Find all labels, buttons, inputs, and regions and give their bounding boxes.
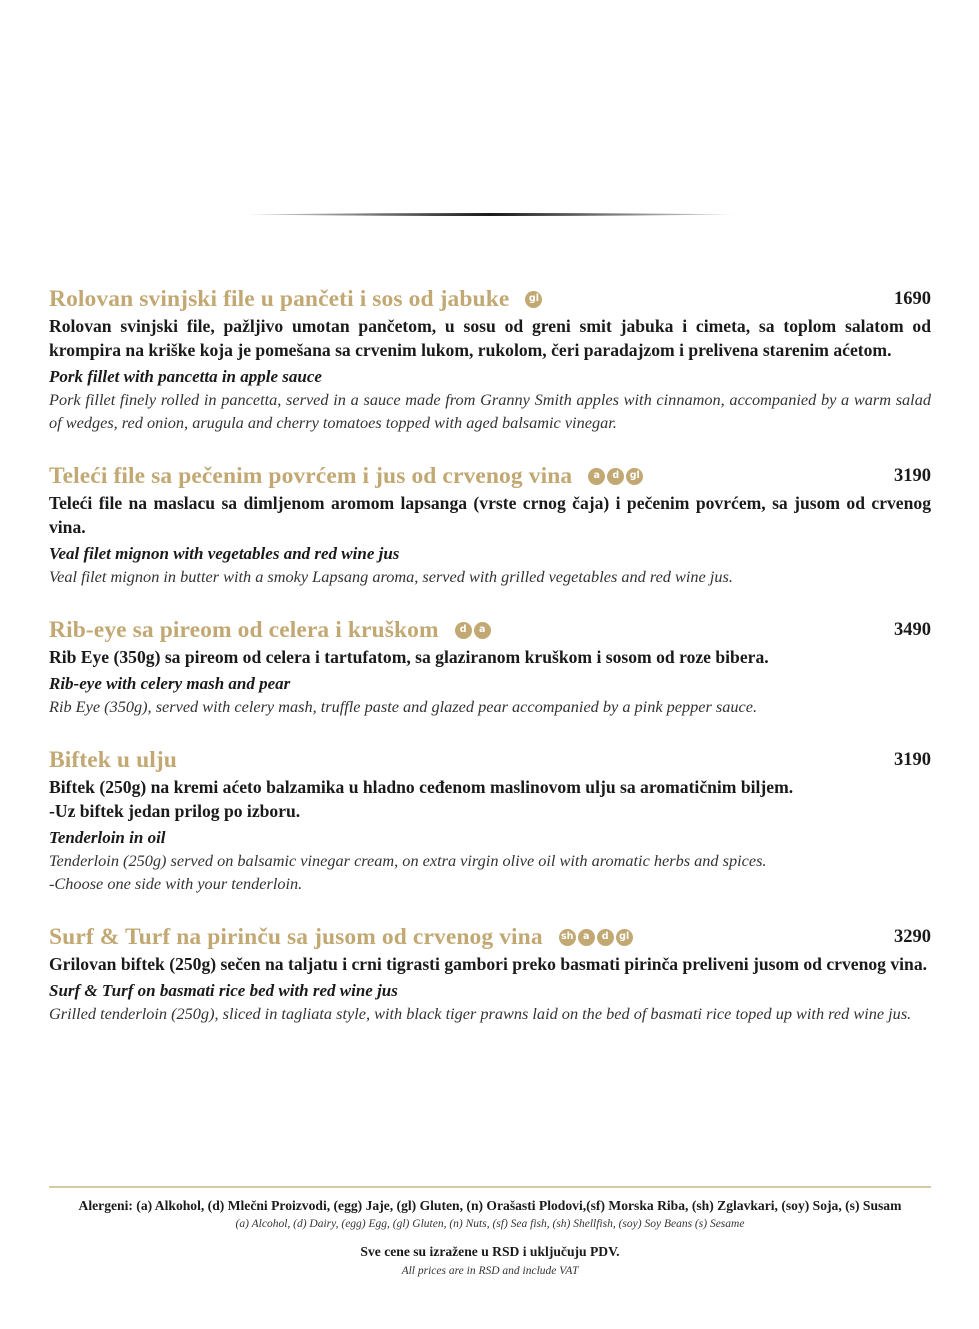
dish-description-sr: [49, 775, 931, 823]
dish-description-sr: [49, 645, 931, 669]
menu-item: [49, 615, 931, 718]
allergen-badge-icon: d: [455, 622, 472, 639]
description-line: -Uz biftek jedan prilog po izboru.: [49, 801, 301, 821]
menu-item-header: [49, 615, 931, 645]
dish-title: Biftek u ulju: [49, 746, 177, 773]
dish-description-sr: [49, 952, 931, 976]
dish-description-sr: [49, 314, 931, 362]
description-line: Rolovan svinjski file, pažljivo umotan pančetom, u sosu od greni smit jabuka i cimeta, sa toplom salatom od krompira na kriške koja je pomešana sa crvenim lukom, rukolom, čeri paradajzom i prelivena starenim aćetom.: [49, 316, 931, 360]
description-line: Rib Eye (350g) sa pireom od celera i tartufatom, sa glaziranom kruškom i sosom od roze bibera.: [49, 647, 769, 667]
description-line: Pork fillet finely rolled in pancetta, served in a sauce made from Granny Smith apples with cinnamon, accompanied by a warm salad of wedges, red onion, arugula and cherry tomatoes topped with aged balsamic vinegar.: [49, 390, 931, 432]
description-line: Tenderloin (250g) served on balsamic vinegar cream, on extra virgin olive oil with aromatic herbs and spices.: [49, 851, 767, 870]
allergen-badge-icon: d: [607, 468, 624, 485]
menu-item: [49, 461, 931, 588]
footer-divider: [49, 1186, 931, 1188]
dish-description-en: [49, 388, 931, 434]
allergens-legend-en: (a) Alcohol, (d) Dairy, (egg) Egg, (gl) Gluten, (n) Nuts, (sf) Sea fish, (sh) Shellfish, (soy) Soy Beans (s) Sesame: [235, 1218, 745, 1230]
description-line: Biftek (250g) na kremi aćeto balzamika u hladno ceđenom maslinovom ulju sa aromatičnim biljem.: [49, 777, 794, 797]
dish-description-en: [49, 849, 931, 895]
dish-title-en: Veal filet mignon with vegetables and red wine jus: [49, 544, 400, 563]
dish-price: 3190: [894, 465, 931, 486]
allergens-legend-sr: Alergeni: (a) Alkohol, (d) Mlečni Proizvodi, (egg) Jaje, (gl) Gluten, (n) Orašasti Plodovi,(sf) Morska Riba, (sh) Zglavkari, (soy) Soja, (s) Susam: [78, 1198, 902, 1213]
dish-title-en: Pork fillet with pancetta in apple sauce: [49, 367, 322, 386]
price-note-sr: Sve cene su izražene u RSD i uključuju PDV.: [360, 1244, 620, 1259]
price-note-en: All prices are in RSD and include VAT: [401, 1265, 579, 1277]
dish-description-sr: [49, 491, 931, 539]
allergen-badges: [559, 929, 633, 946]
dish-description-en: [49, 565, 931, 588]
allergen-badge-icon: gl: [626, 468, 643, 485]
dish-description-en: [49, 695, 931, 718]
menu-item-header: [49, 745, 931, 775]
allergen-badge-icon: a: [588, 468, 605, 485]
allergen-badges: [525, 291, 542, 308]
description-line: Grilled tenderloin (250g), sliced in tagliata style, with black tiger prawns laid on the bed of basmati rice toped up with red wine jus.: [49, 1004, 912, 1023]
dish-title-en: Surf & Turf on basmati rice bed with red wine jus: [49, 981, 398, 1000]
description-line: -Choose one side with your tenderloin.: [49, 874, 303, 893]
dish-description-en: [49, 1002, 931, 1025]
dish-title: Teleći file sa pečenim povrćem i jus od crvenog vina: [49, 462, 573, 489]
dish-price: 3190: [894, 749, 931, 770]
allergen-badge-icon: d: [597, 929, 614, 946]
description-line: Veal filet mignon in butter with a smoky Lapsang aroma, served with grilled vegetables and red wine jus.: [49, 567, 733, 586]
allergen-badges: [455, 622, 491, 639]
menu-list: [49, 284, 931, 1052]
allergen-badge-icon: a: [578, 929, 595, 946]
menu-item-header: [49, 461, 931, 491]
description-line: Rib Eye (350g), served with celery mash, truffle paste and glazed pear accompanied by a pink pepper sauce.: [49, 697, 758, 716]
allergen-badge-icon: sh: [559, 929, 576, 946]
description-line: Grilovan biftek (250g) sečen na taljatu i crni tigrasti gambori preko basmati pirinča preliveni jusom od crvenog vina.: [49, 954, 928, 974]
menu-item: [49, 922, 931, 1025]
allergen-badge-icon: gl: [616, 929, 633, 946]
allergen-badge-icon: a: [474, 622, 491, 639]
menu-item: [49, 284, 931, 434]
dish-title: Rib-eye sa pireom od celera i kruškom: [49, 616, 439, 643]
description-line: Teleći file na maslacu sa dimljenom aromom lapsanga (vrste crnog čaja) i pečenim povrćem, sa jusom od crvenog vina.: [49, 493, 931, 537]
dish-price: 1690: [894, 288, 931, 309]
dish-price: 3290: [894, 926, 931, 947]
dish-price: 3490: [894, 619, 931, 640]
allergen-badge-icon: gl: [525, 291, 542, 308]
dish-title-en: Tenderloin in oil: [49, 828, 166, 847]
dish-title: Surf & Turf na pirinču sa jusom od crvenog vina: [49, 923, 543, 950]
dish-title-en: Rib-eye with celery mash and pear: [49, 674, 291, 693]
menu-item-header: [49, 922, 931, 952]
dish-title: Rolovan svinjski file u pančeti i sos od jabuke: [49, 285, 510, 312]
allergen-badges: [588, 468, 643, 485]
menu-item: [49, 745, 931, 895]
menu-item-header: [49, 284, 931, 314]
decorative-divider: [245, 212, 735, 217]
